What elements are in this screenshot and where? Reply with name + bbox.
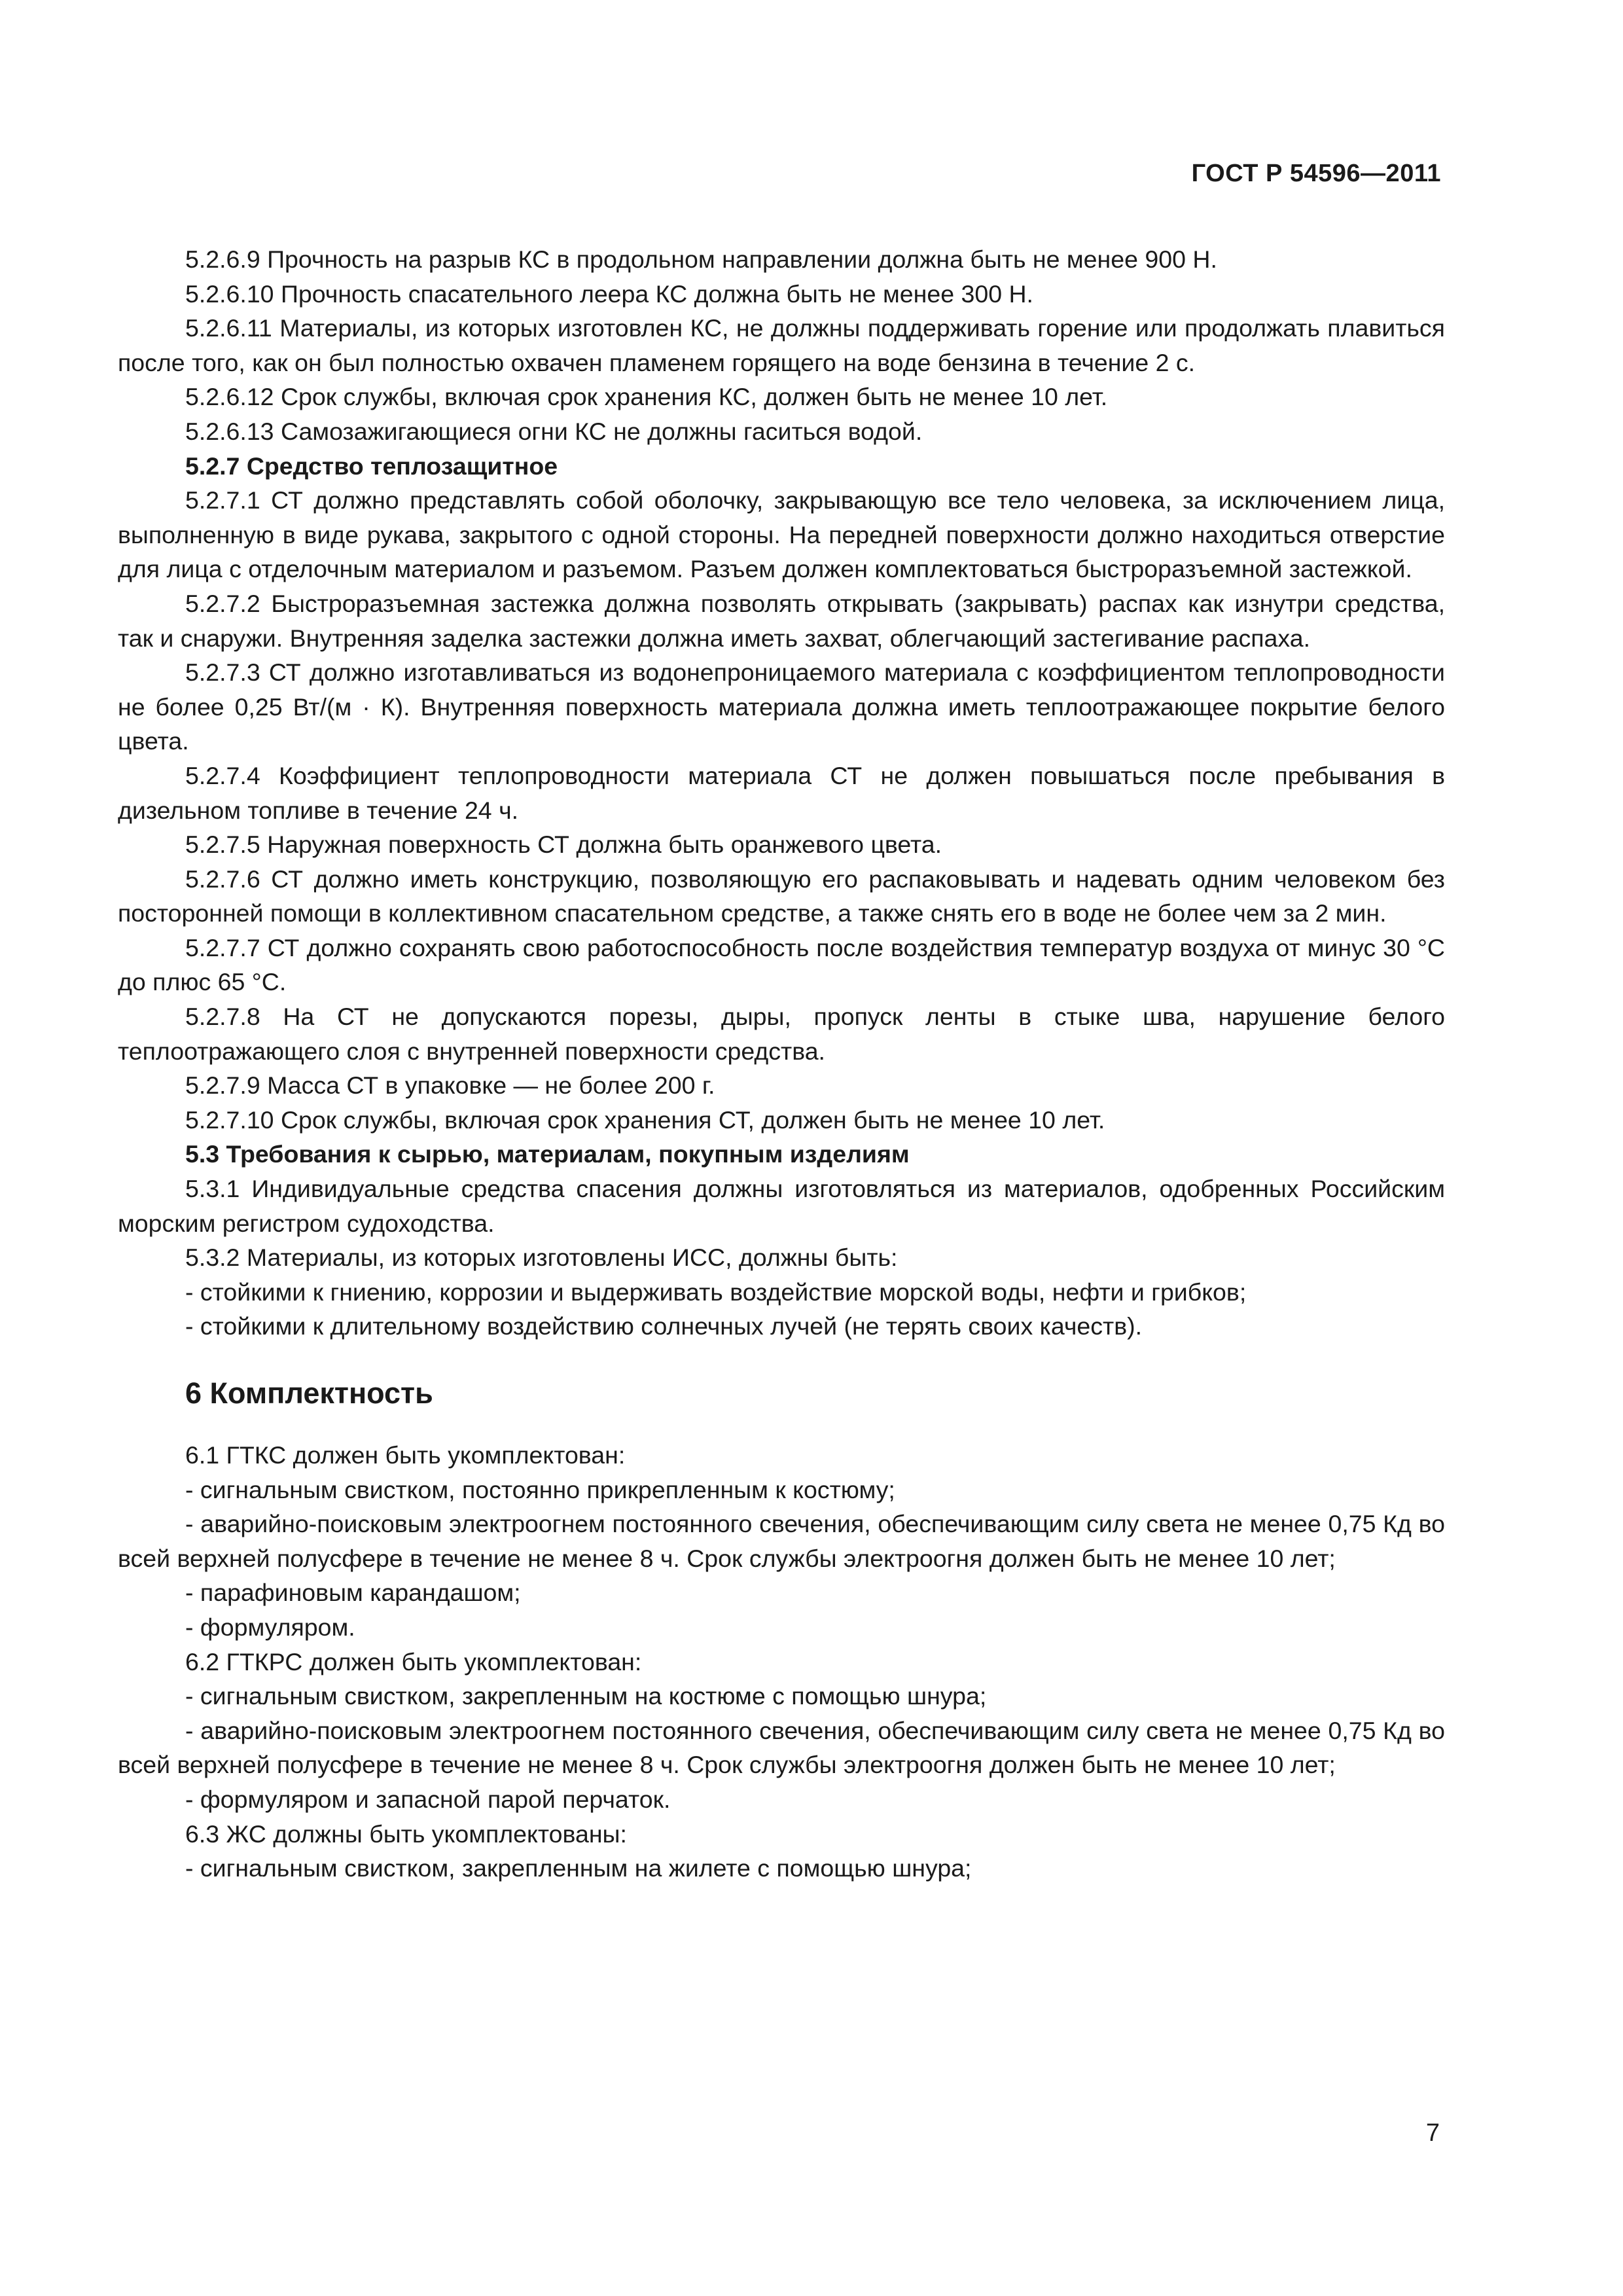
paragraph: 5.2.7.4 Коэффициент теплопроводности материала СТ не должен повышаться после пребывания в дизельном топливе в течение 24 ч. <box>118 761 1445 824</box>
paragraph: 5.2.7.10 Срок службы, включая срок хранения СТ, должен быть не менее 10 лет. <box>185 1105 1105 1134</box>
list-item: - сигнальным свистком, закрепленным на жилете с помощью шнура; <box>185 1854 972 1882</box>
paragraph: 6.2 ГТКРС должен быть укомплектован: <box>185 1647 642 1676</box>
document-body <box>118 242 1445 1886</box>
paragraph: 5.2.7.9 Масса СТ в упаковке — не более 200 г. <box>185 1071 715 1100</box>
paragraph: 5.2.6.10 Прочность спасательного леера КС должна быть не менее 300 Н. <box>185 279 1033 308</box>
list-item: - стойкими к гниению, коррозии и выдерживать воздействие морской воды, нефти и грибков; <box>185 1278 1247 1306</box>
paragraph: - аварийно-поисковым электроогнем постоянного свечения, обеспечивающим силу света не менее 0,75 Кд во всей верхней полусфере в течение не менее 8 ч. Срок службы электроогня должен быть не менее 10 лет; <box>118 1716 1445 1779</box>
paragraph: 5.2.6.11 Материалы, из которых изготовлен КС, не должны поддерживать горение или продолжать плавиться после того, как он был полностью охвачен пламенем горящего на воде бензина в течение 2 с. <box>118 314 1445 376</box>
paragraph: 5.3.1 Индивидуальные средства спасения должны изготовляться из материалов, одобренных Российским морским регистром судоходства. <box>118 1175 1445 1237</box>
paragraph: 6.1 ГТКС должен быть укомплектован: <box>185 1441 626 1469</box>
paragraph: 6.3 ЖС должны быть укомплектованы: <box>185 1820 627 1848</box>
list-item: - парафиновым карандашом; <box>185 1579 521 1607</box>
paragraph: 5.2.7.8 На СТ не допускаются порезы, дыры, пропуск ленты в стыке шва, нарушение белого теплоотражающего слоя с внутренней поверхности средства. <box>118 1003 1445 1065</box>
paragraph: 5.2.7.3 СТ должно изготавливаться из водонепроницаемого материала с коэффициентом теплопроводности не более 0,25 Вт/(м · К). Внутренняя поверхность материала должна иметь теплоотражающее покрытие белого цвета. <box>118 658 1445 755</box>
paragraph: 5.2.7.5 Наружная поверхность СТ должна быть оранжевого цвета. <box>185 831 942 859</box>
paragraph: 5.2.6.13 Самозажигающиеся огни КС не должны гаситься водой. <box>185 417 923 445</box>
list-item: - стойкими к длительному воздействию солнечных лучей (не терять своих качеств). <box>185 1312 1143 1340</box>
paragraph: - аварийно-поисковым электроогнем постоянного свечения, обеспечивающим силу света не менее 0,75 Кд во всей верхней полусфере в течение не менее 8 ч. Срок службы электроогня должен быть не менее 10 лет; <box>118 1510 1445 1572</box>
paragraph: 5.2.6.12 Срок службы, включая срок хранения КС, должен быть не менее 10 лет. <box>185 383 1108 411</box>
subsection-heading: 5.3 Требования к сырью, материалам, покупным изделиям <box>185 1140 910 1168</box>
paragraph: 5.2.7.1 СТ должно представлять собой оболочку, закрывающую все тело человека, за исключением лица, выполненную в виде рукава, закрытого с одной стороны. На передней поверхности должно находиться отверстие для лица с отделочным материалом и разъемом. Разъем должен комплектоваться быстроразъемной застежкой. <box>118 486 1445 583</box>
standard-header: ГОСТ Р 54596—2011 <box>1191 160 1441 187</box>
list-item: - формуляром и запасной парой перчаток. <box>185 1785 671 1813</box>
paragraph: 5.2.7.7 СТ должно сохранять свою работоспособность после воздействия температур воздуха от минус 30 °С до плюс 65 °С. <box>118 933 1445 996</box>
list-item: - сигнальным свистком, закрепленным на костюме с помощью шнура; <box>185 1682 987 1710</box>
section-heading: 6 Комплектность <box>185 1376 433 1410</box>
list-item: - сигнальным свистком, постоянно прикрепленным к костюму; <box>185 1475 895 1503</box>
list-item: - формуляром. <box>185 1613 355 1641</box>
page-number: 7 <box>1425 2119 1440 2147</box>
paragraph: 5.3.2 Материалы, из которых изготовлены ИСС, должны быть: <box>185 1244 898 1272</box>
paragraph: 5.2.7.6 СТ должно иметь конструкцию, позволяющую его распаковывать и надевать одним человеком без посторонней помощи в коллективном спасательном средстве, а также снять его в воде не более чем за 2 мин. <box>118 865 1445 927</box>
paragraph: 5.2.6.9 Прочность на разрыв КС в продольном направлении должна быть не менее 900 Н. <box>185 245 1217 273</box>
paragraph: 5.2.7.2 Быстроразъемная застежка должна позволять открывать (закрывать) распах как изнутри средства, так и снаружи. Внутренняя заделка застежки должна иметь захват, облегчающий застегивание распаха. <box>118 589 1445 652</box>
subsection-heading: 5.2.7 Средство теплозащитное <box>185 452 558 480</box>
